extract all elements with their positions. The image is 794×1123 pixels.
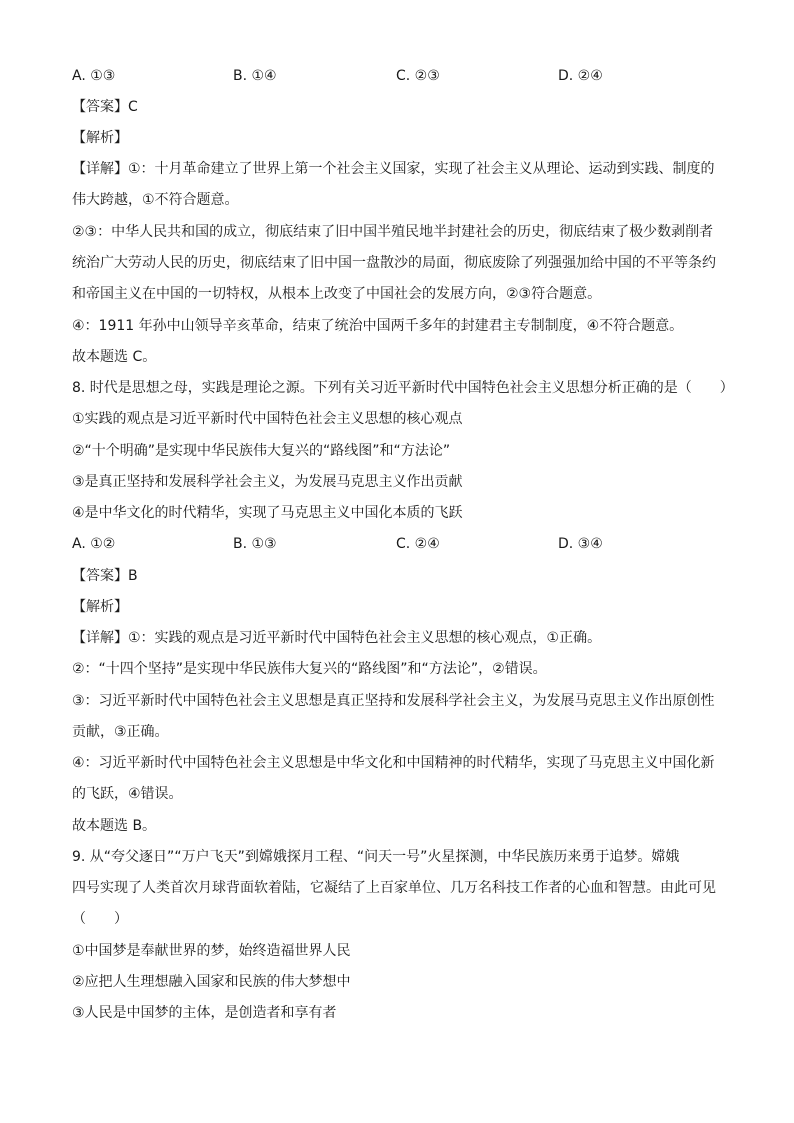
q8-option-c: C. ②④ (396, 536, 440, 552)
q8-detail-line: ③：习近平新时代中国特色社会主义思想是真正坚持和发展科学社会主义，为发展马克思主义作出原创性 (72, 693, 715, 709)
q7-option-b: B. ①④ (233, 68, 277, 84)
q9-item: ③人民是中国梦的主体，是创造者和享有者 (72, 1005, 337, 1021)
q7-answer: 【答案】C (72, 99, 138, 115)
q7-analysis-label: 【解析】 (72, 130, 128, 146)
q8-detail-line: ④：习近平新时代中国特色社会主义思想是中华文化和中国精神的时代精华，实现了马克思主义中国化新 (72, 755, 715, 771)
q7-option-c: C. ②③ (396, 68, 440, 84)
q8-analysis-label: 【解析】 (72, 599, 128, 615)
q7-detail-line: ④：1911 年孙中山领导辛亥革命，结束了统治中国两千多年的封建君主专制制度，④不符合题意。 (72, 318, 684, 334)
q8-detail-line: 的飞跃，④错误。 (72, 786, 183, 802)
q9-stem-line: 四号实现了人类首次月球背面软着陆，它凝结了上百家单位、几万名科技工作者的心血和智慧。由此可见 (72, 880, 716, 896)
q7-option-a: A. ①③ (72, 68, 116, 84)
q8-stem: 8. 时代是思想之母，实践是理论之源。下列有关习近平新时代中国特色社会主义思想分析正确的是（ ） (72, 380, 734, 396)
q7-option-d: D. ②④ (558, 68, 603, 84)
q8-option-a: A. ①② (72, 536, 116, 552)
q8-detail-line: ②：“十四个坚持”是实现中华民族伟大复兴的“路线图”和“方法论”，②错误。 (72, 661, 547, 677)
q8-item: ②“十个明确”是实现中华民族伟大复兴的“路线图”和“方法论” (72, 443, 451, 459)
q9-stem-line: 9. 从“夸父逐日”“万户飞天”到嫦娥探月工程、“问天一号”火星探测，中华民族历来勇于追梦。嫦娥 (72, 849, 680, 865)
q9-stem-line: （ ） (72, 911, 128, 927)
q7-detail-line: 伟大跨越，①不符合题意。 (72, 192, 239, 208)
q8-detail-line: 贡献，③正确。 (72, 724, 169, 740)
q8-answer: 【答案】B (72, 568, 138, 584)
q8-item: ④是中华文化的时代精华，实现了马克思主义中国化本质的飞跃 (72, 505, 463, 521)
q9-item: ②应把人生理想融入国家和民族的伟大梦想中 (72, 974, 351, 990)
q9-item: ①中国梦是奉献世界的梦，始终造福世界人民 (72, 943, 351, 959)
q8-option-d: D. ③④ (558, 536, 603, 552)
q8-item: ③是真正坚持和发展科学社会主义，为发展马克思主义作出贡献 (72, 474, 463, 490)
q8-item: ①实践的观点是习近平新时代中国特色社会主义思想的核心观点 (72, 411, 463, 427)
q8-detail-line: 【详解】①：实践的观点是习近平新时代中国特色社会主义思想的核心观点，①正确。 (72, 630, 602, 646)
q7-detail-line: 【详解】①：十月革命建立了世界上第一个社会主义国家，实现了社会主义从理论、运动到实践、制度的 (72, 161, 715, 177)
q7-detail-line: ②③：中华人民共和国的成立，彻底结束了旧中国半殖民地半封建社会的历史，彻底结束了极少数剥削者 (72, 224, 714, 240)
q8-option-b: B. ①③ (233, 536, 277, 552)
q7-detail-line: 统治广大劳动人民的历史，彻底结束了旧中国一盘散沙的局面，彻底废除了列强强加给中国的不平等条约 (72, 255, 716, 271)
q7-conclusion: 故本题选 C。 (72, 349, 157, 365)
q8-conclusion: 故本题选 B。 (72, 818, 157, 834)
q7-detail-line: 和帝国主义在中国的一切特权，从根本上改变了中国社会的发展方向，②③符合题意。 (72, 286, 602, 302)
